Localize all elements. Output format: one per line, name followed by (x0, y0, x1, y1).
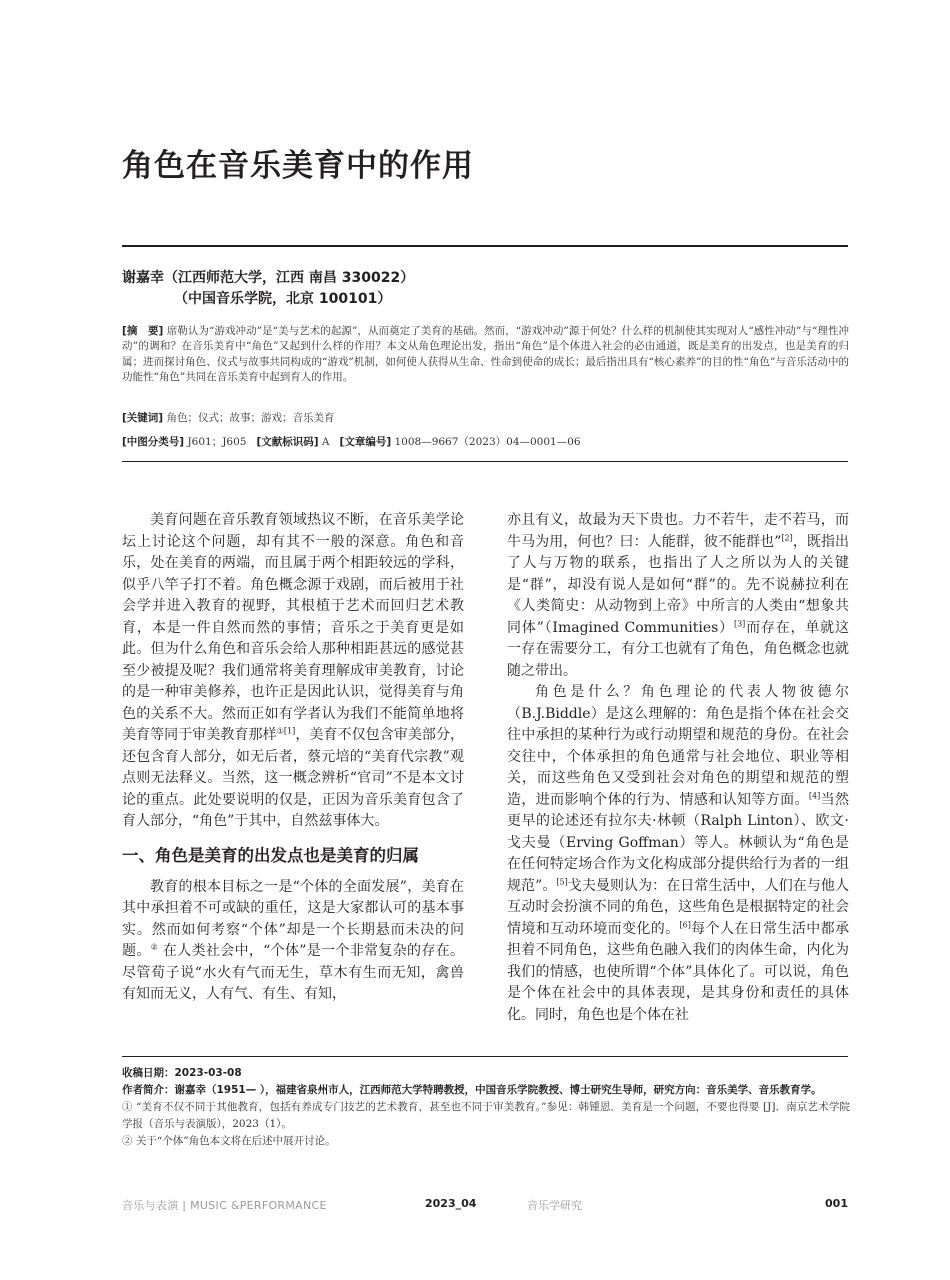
keywords (122, 410, 334, 425)
section-heading: 一、角色是美育的出发点也是美育的归属 (122, 845, 419, 865)
body-column-left (122, 510, 464, 1006)
citation-marker: [3] (733, 618, 746, 628)
paragraph-text: ，既指出了人与万物的联系，也指出了人之所以为人的关键是“群”，却没有说人是如何“群”的。先不说赫拉利在《人类简史：从动物到上帝》中所言的人类由“想象共同体”（Imagined Communities） (507, 533, 850, 636)
doc-code-label: [文献标识码] (256, 436, 319, 448)
paragraph-text: ，美育不仅包含审美部分，还包含育人部分，如无后者，蔡元培的“美育代宗教”观点则无法释义。当然，这一概念辨析“官司”不是本文讨论的重点。此处要说明的仅是，正因为音乐美育包含了育人部分，“角色”于其中，自然兹事体大。 (122, 727, 465, 829)
author-affiliation-1: 谢嘉幸（江西师范大学，江西 南昌 330022） (122, 270, 415, 286)
body-paragraph (122, 510, 464, 833)
footnote-2: ② 关于“个体”角色本文将在后述中展开讨论。 (122, 1135, 336, 1147)
author-info-value: 谢嘉幸（1951— ），福建省泉州市人，江西师范大学特聘教授，中国音乐学院教授、博士研究生导师，研究方向：音乐美学、音乐教育学。 (174, 1084, 822, 1096)
citation-marker: [6] (679, 919, 691, 929)
footnote-1: ① “美育不仅不同于其他教育，包括有养成专门技艺的艺术教育，甚至也不同于审美教育。”参见：韩锺恩．美育是一个问题，不要也得要 [J]．南京艺术学院学报（音乐与表演版），2023（1）。 (122, 1101, 850, 1130)
author-affiliation-2: （中国音乐学院，北京 100101） (174, 291, 392, 307)
citation-marker: [2] (781, 532, 793, 542)
paragraph-text: 而存在，单就这一存在需要分工，有分工也就有了角色，角色概念也就随之带出。 (507, 619, 849, 679)
keywords-text: 角色；仪式；故事；游戏；音乐美育 (166, 412, 335, 424)
author-block (122, 268, 414, 310)
clc-value: J601；J605 (187, 436, 247, 448)
classification-line (122, 434, 581, 449)
citation-marker: [4] (808, 790, 821, 800)
article-title: 角色在音乐美育中的作用 (122, 148, 474, 184)
footnote-rule (122, 1056, 848, 1057)
body-paragraph (507, 510, 849, 682)
citation-marker: [5] (556, 876, 568, 886)
body-paragraph (507, 682, 849, 1026)
abstract (122, 324, 849, 386)
paragraph-text: 亦且有义，故最为天下贵也。力不若牛，走不若马，而牛马为用，何也？曰：人能群，彼不能群也” (507, 512, 849, 550)
paragraph-text: 教育的根本目标之一是“个体的全面发展”，美育在其中承担着不可或缺的重任，这是大家都认可的基本事实。然而如何考察“个体”却是一个长期悬而未决的问题。 (122, 878, 464, 959)
section-name: 音乐学研究 (527, 1199, 582, 1212)
footnotes (122, 1065, 850, 1150)
clc-label: [中图分类号] (122, 436, 185, 448)
paragraph-text: 每个人在日常生活中都承担着不同角色，这些角色融入我们的肉体生命，内化为我们的情感，也使所谓“个体”具体化了。可以说，角色是个体在社会中的具体表现，是其身份和责任的具体化。同时，角色也是个体在社 (507, 920, 849, 1023)
body-paragraph (122, 877, 464, 1006)
received-label: 收稿日期： (122, 1067, 175, 1079)
paragraph-text: 当然更早的论述还有拉尔夫·林顿（Ralph Linton）、欧文·戈夫曼（Erving Goffman）等人。林顿认为“角色是在任何特定场合作为文化构成部分提供给行为者的一组规范”。 (507, 791, 850, 894)
paragraph-text: 在人类社会中，“个体”是一个非常复杂的存在。尽管荀子说“水火有气而无生，草木有生而无知，禽兽有知而无义，人有气、有生、有知， (122, 943, 465, 1002)
journal-name: 音乐与表演 | MUSIC &PERFORMANCE (122, 1199, 327, 1212)
article-number-value: 1008—9667（2023）04—0001—06 (394, 436, 581, 448)
body-column-right (507, 510, 849, 1026)
paragraph-text: 角色是什么？角色理论的代表人物彼德尔（B.J.Biddle）是这么理解的：角色是指个体在社会交往中承担的某种行为或行动期望和规范的身份。在社会交往中，个体承担的角色通常与社会地位、职业等相关，而这些角色又受到社会对角色的期望和规范的塑造，进而影响个体的行为、情感和认知等方面。 (507, 684, 849, 808)
paragraph-text: 美育问题在音乐教育领域热议不断，在音乐美学论坛上讨论这个问题，却有其不一般的深意。角色和音乐，处在美育的两端，而且属于两个相距较远的学科，似乎八竿子打不着。角色概念源于戏剧，而后被用于社会学并进入教育的视野，其根植于艺术而回归艺术教育，本是一件自然而然的事情；音乐之于美育更是如此。但为什么角色和音乐会给人那种相距甚远的感觉甚至少被提及呢？我们通常将美育理解成审美教育，讨论的是一种审美修养，也许正是因此认识，觉得美育与角色的关系不大。然而正如有学者认为我们不能简单地将美育等同于审美教育那样 (122, 512, 464, 743)
title-rule (122, 245, 848, 247)
abstract-label: [摘 要] (122, 325, 164, 337)
keywords-label: [关键词] (122, 412, 164, 424)
doc-code-value: A (321, 436, 330, 448)
citation-marker: ①[1] (276, 726, 296, 736)
author-info-label: 作者简介： (122, 1084, 175, 1096)
received-value: 2023-03-08 (174, 1067, 242, 1079)
received-date (122, 1065, 850, 1082)
article-number-label: [文章编号] (339, 436, 392, 448)
header-rule (122, 461, 848, 462)
issue-number: 2023_04 (425, 1197, 477, 1210)
footnote-marker: ② (150, 942, 159, 952)
abstract-text: 席勒认为“游戏冲动”是“美与艺术的起源”，从而奠定了美育的基础。然而，“游戏冲动”源于何处？什么样的机制使其实现对人“感性冲动”与“理性冲动”的调和？在音乐美育中“角色”又起到什么样的作用？本文从角色理论出发，指出“角色”是个体进入社会的必由通道，既是美育的出发点，也是美育的归属；进而探讨角色、仪式与故事共同构成的“游戏”机制，如何使人获得从生命、性命到使命的成长；最后指出具有“核心素养”的目的性“角色”与音乐活动中的功能性“角色”共同在音乐美育中起到育人的作用。 (122, 325, 850, 384)
page-number: 001 (825, 1197, 848, 1210)
paragraph-text: 戈夫曼则认为：在日常生活中，人们在与他人互动时会扮演不同的角色，这些角色是根据特定的社会情境和互动环境而变化的。 (507, 877, 849, 937)
author-info (122, 1082, 850, 1099)
